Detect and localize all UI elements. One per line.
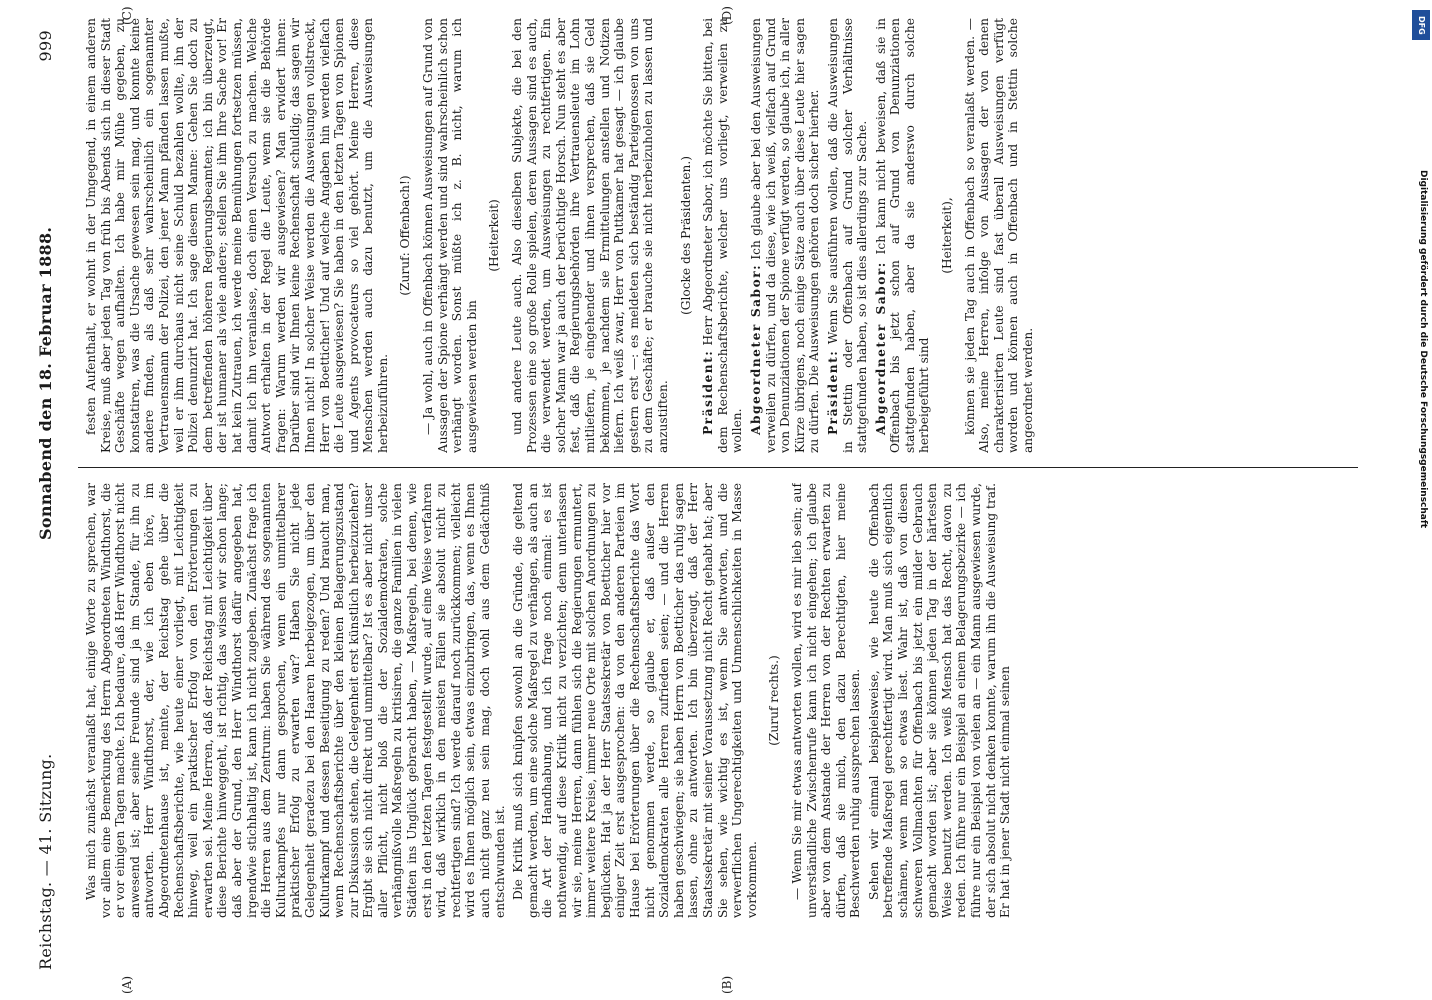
paragraph — [511, 483, 759, 918]
digitization-note: Digitalisierung gefördert durch die Deutsche Forschungsgemeinschaft — [1418, 170, 1428, 529]
paragraph-text: (Zuruf: Offenbach!) — [398, 175, 413, 296]
header-date: Sonnabend den 18. Februar 1888. — [36, 226, 55, 540]
stage-direction — [767, 483, 782, 918]
paragraph-text: Was mich zunächst veranlaßt hat, einige Worte zu sprechen, war vor allem eine Bemerkung des Herrn Abgeordneten Windthorst, die er vor einigen Tagen machte. Ich bedaure, daß Herr Windthorst nicht anwesend ist; aber seine Freunde sind ja im Stande, für ihn zu antworten. Herr Windthorst, der, wie ich eben höre, im Abgeordnetenhause ist, meinte, der Reichstag gehe über die Rechenschaftsberichte, wie heute einer vorliegt, mit Leichtigkeit hinweg, weil ein praktischer Erfolg von den Erörterungen zu erwarten sei. Meine Herren, daß der Reichstag mit Leichtigkeit über diese Berichte hinweggeht, ist richtig, das wissen wir schon lange; daß aber der Grund, den Herr Windthorst dafür angegeben hat, irgendwie stichhaltig ist, kann ich nicht zugeben. Zunächst frage ich die Herren aus dem Zentrum: haben Sie während des sogenannten Kulturkampfes nur dann gesprochen, wenn ein unmittelbarer praktischer Erfolg zu erwarten war? Haben Sie nicht jede Gelegenheit geradezu bei den Haaren herbeigezogen, um über den Kulturkampf und dessen Beseitigung zu reden? Und braucht man, wenn Rechenschaftsberichte über den kleinen Belagerungszustand zur Diskussion stehen, die Gelegenheit erst künstlich herbeizuziehen? Ergibt sie sich nicht direkt und unmittelbar? Ist es aber nicht unser aller Pflicht, nicht bloß die der Sozialdemokraten, solche verhängnißvolle Maßregeln zu kritisiren, die ganze Familien in vielen Städten ins Unglück gebracht haben, — Maßregeln, bei denen, wie erst in den letzten Tagen festgestellt wurde, auf eine Weise verfahren wird, daß wirklich in den meisten Fällen sie absolut nicht zu rechtfertigen sind? Ich werde darauf noch zurückkommen; vielleicht wird es Ihnen möglich sein, etwas einzubringen, das, wenn es Ihnen auch nicht ganz neu sein mag, doch wohl aus dem Gedächtniß entschwunden ist. — [84, 483, 507, 918]
speaker-name: Abgeordneter Sabor: — [873, 261, 888, 435]
paragraph-text: — Ja wohl, auch in Offenbach können Ausweisungen auf Grund von Aussagen der Spione verhängt werden und sind wahrscheinlich schon verhängt worden. Sonst müßte ich z. B. nicht, warum ich ausgewiesen werden bin — [421, 18, 479, 453]
stage-direction — [487, 18, 502, 453]
paragraph — [701, 18, 745, 453]
paragraph-text: (Zuruf rechts.) — [767, 655, 782, 746]
paragraph — [84, 18, 390, 453]
text-columns — [84, 18, 1354, 918]
paragraph — [421, 18, 479, 453]
paragraph-text: Sehen wir einmal beispielsweise, wie heute die Offenbach betreffende Maßregel gerechtfertigt wird. Man muß sich eigentlich schämen, wenn man so etwas liest. Wahr ist, daß von diesen schweren Vollmachten für Offenbach bis jetzt ein milder Gebrauch gemacht worden ist; aber sie können jeden Tag in der härtesten Weise benutzt werden. Ich weiß Mensch hat das Recht, davon zu reden. Ich führe nur ein Beispiel an einem Belagerungsbezirke — ich führe nur ein Beispiel von vielen an — ein Mann ausgewiesen wurde, der sich absolut nicht denken konnte, warum ihn die Ausweisung traf. Er hat in jener Stadt nicht einmal seinen — [866, 483, 1013, 918]
speaker-name: Präsident: — [701, 349, 716, 435]
speaker-name: Präsident: — [825, 349, 840, 435]
paragraph-text: Ich kann nicht beweisen, daß sie in Offenbach bis jetzt schon auf Grund von Denunziationen stattgefunden haben, aber da sie anderswo durch solche herbeigeführt sind — [873, 18, 932, 453]
margin-marker-b: (B) — [720, 975, 734, 994]
header-title: Reichstag. — 41. Sitzung. — [36, 753, 55, 970]
left-column — [84, 483, 1354, 918]
margin-marker-a: (A) — [120, 975, 134, 994]
paragraph-text: Herr Abgeordneter Sabor, ich möchte Sie bitten, bei dem Rechenschaftsberichte, welcher uns vorliegt, verweilen zu wollen. — [701, 18, 745, 453]
paragraph-text: — Wenn Sie mir etwas antworten wollen, wird es mir lieb sein; auf unverständliche Zwischenrufe kann ich nicht eingehen; ich glaube aber von dem Anstande der Herren von der Rechten erwarten zu dürfen, daß sie mich, den dazu Berechtigten, hier meine Beschwerden ruhig aussprechen lassen. — [789, 483, 863, 918]
paragraph — [874, 18, 932, 453]
paragraph — [826, 18, 870, 453]
dfg-logo: DFG — [1412, 10, 1430, 40]
paragraph-text: Wenn Sie ausführen wollen, daß die Ausweisungen in Stettin oder Offenbach auf Grund solcher Verhältnisse stattgefunden haben, so ist dies allerdings zur Sache. — [825, 18, 870, 453]
paragraph-text: (Heiterkeit) — [487, 199, 502, 272]
paragraph — [84, 483, 507, 918]
margin-marker-c: (C) — [120, 6, 134, 25]
speaker-name: Abgeordneter Sabor: — [748, 263, 763, 435]
paragraph — [510, 18, 671, 453]
paragraph-text: Die Kritik muß sich knüpfen sowohl an die Gründe, die geltend gemacht werden, um eine solche Maßregel zu verhängen, als auch an die Art der Handhabung, und ich frage noch einmal: es ist nothwendig, auf diese Kritik nicht zu verzichten; denn unterlassen wir sie, meine Herren, dann fühlen sich die Regierungen ermuntert, immer weitere Kreise, immer neue Orte mit solchen Anordnungen zu beglücken. Hat ja der Herr Staatssekretär von Boetticher hier vor einiger Zeit erst ausgesprochen: da von den anderen Parteien im Hause bei Erörterungen über die Rechenschaftsberichte das Wort nicht genommen werde, so glaube er, daß außer den Sozialdemokraten alle Herren zufrieden seien; — und die Herren haben geschwiegen; sie haben Herrn von Boetticher das ruhig sagen lassen, ohne zu antworten. Ich bin überzeugt, daß der Herr Staatssekretär mit seiner Voraussetzung nicht Recht gehabt hat; aber Sie sehen, wie wichtig es ist, wenn Sie antworten, und die verwerflichen Ungerechtigkeiten und Unmenschlichkeiten in Masse vorkommen. — [511, 483, 759, 918]
page-header — [36, 30, 64, 970]
column-divider — [78, 467, 1358, 468]
paragraph — [963, 18, 1036, 453]
stage-direction — [679, 18, 694, 453]
paragraph — [867, 483, 1013, 918]
right-column — [84, 18, 1354, 453]
margin-marker-d: (D) — [720, 6, 734, 25]
paragraph-text: und andere Leute auch. Also dieselben Subjekte, die bei den Prozessen eine so große Rolle spielen, deren Aussagen sind es auch, die verwendet werden, um Ausweisungen zu rechtfertigen. Ein solcher Mann war ja auch der berüchtigte Horsch. Nun steht es aber fest, daß die Regierungsbehörden ihre Vertrauensleute im Lohn mitliefern, je eingehender und ihnen versprechen, daß sie Geld bekommen, je nachdem sie Ermittelungen anstellen und Notizen liefern. Ich weiß zwar, Herr von Puttkamer hat gesagt — ich glaube gestern erst —: es meldeten sich beständig Parteigenossen von uns zu dem Geschäfte; er brauche sie nicht herbeizuholen zu lassen und anzustiften. — [510, 18, 670, 453]
stage-direction — [940, 18, 955, 453]
paragraph-text: (Heiterkeit), — [940, 197, 955, 274]
paragraph-text: festen Aufenthalt, er wohnt in der Umgegend, in einem anderen Kreise, muß aber jeden Tag von früh bis Abends sich in dieser Stadt Geschäfte wegen aufhalten. Ich habe mir Mühe gegeben, zu konstatiren, was die Ursache gewesen sein mag, und konnte keine andere finden, als daß sehr wahrscheinlich ein sogenannter Vertrauensmann der Polizei, den jener Mann pfänden lassen mußte, weil er ihm durchaus nicht seine Schuld bezahlen wollte, ihn der Polizei denunzirt hat. Ich sage diesem Manne: Gehen Sie doch zu dem betreffenden höheren Regierungsbeamten; ich bin überzeugt, der ist humaner als viele andere; stellen Sie ihm Ihre Sache vor! Er hat kein Zutrauen, ich werde meine Bemühungen fortsetzen müssen, damit ich ihn veranlasse, doch einen Versuch zu machen. Welche Antwort erhalten in der Regel die Leute, wenn sie die Behörde fragen: Warum werden wir ausgewiesen? Man erwidert ihnen: Darüber sind wir Ihnen keine Rechenschaft schuldig; das sagen wir Ihnen nicht! In solcher Weise werden die Ausweisungen vollstreckt, Herr von Boetticher! Und auf welche Angaben hin werden vielfach die Leute ausgewiesen? Sie haben in den letzten Tagen von Spionen und Agents provocateurs so viel gehört. Meine Herren, diese Menschen werden auch dazu benutzt, um die Ausweisungen herbeizuführen. — [84, 18, 390, 453]
paragraph-text: Ich glaube aber bei den Ausweisungen verweilen zu dürfen, und da diese, wie ich weiß, vielfach auf Grund von Denunziationen der Spione verfügt werden, so glaube ich, in aller Kürze übrigens, noch einige Sätze auch über diese Leute hier sagen zu dürfen. Die Ausweisungen gehören doch sicher hierher. — [748, 18, 822, 453]
paragraph-text: können sie jeden Tag auch in Offenbach so veranlaßt werden. — Also, meine Herren, infolge von Aussagen der von denen charakterisirten Leute sind fast überall Ausweisungen verfügt worden und können auch in Offenbach und in Stettin solche angeordnet werden. — [962, 18, 1036, 453]
paragraph — [790, 483, 863, 918]
paragraph-text: (Glocke des Präsidenten.) — [678, 155, 693, 316]
stage-direction — [398, 18, 413, 453]
paragraph — [749, 18, 822, 453]
page-number: 999 — [36, 30, 55, 62]
